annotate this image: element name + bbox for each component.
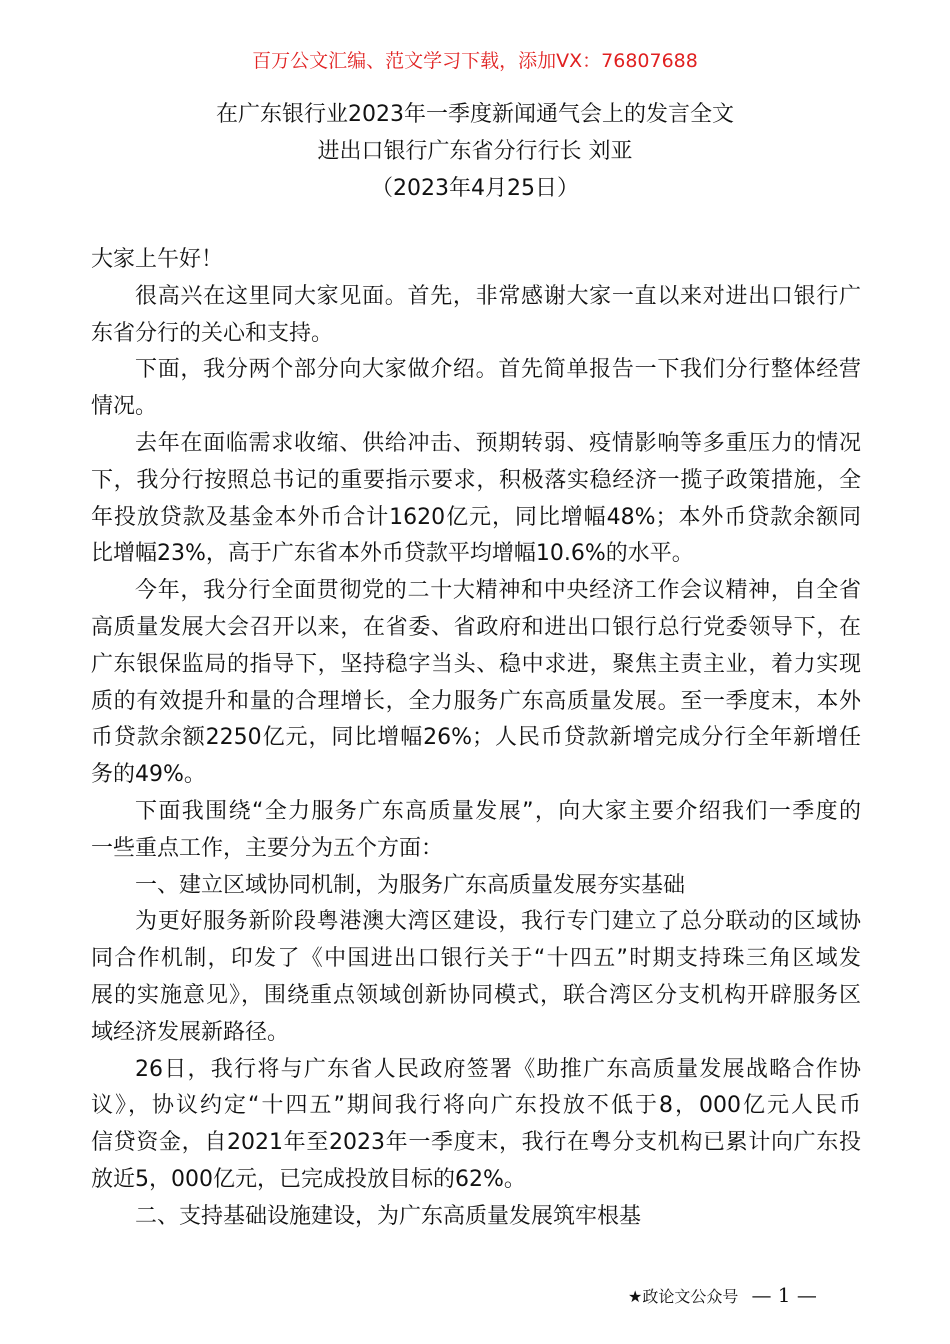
- date-line: （2023年4月25日）: [371, 176, 579, 201]
- paragraph: [91, 242, 861, 279]
- paragraph: [91, 794, 861, 868]
- paragraph: [91, 868, 861, 905]
- paragraph: [91, 352, 861, 426]
- paragraph-line: 下面我围绕“全力服务广东高质量发展”，向大家主要介绍我们一季度的: [135, 798, 861, 824]
- paragraph-line: 域经济发展新路径。: [91, 1019, 290, 1045]
- paragraph-line: 高质量发展大会召开以来，在省委、省政府和进出口银行总行党委领导下，在: [91, 614, 861, 640]
- paragraph: [91, 279, 861, 353]
- page-number: — 1 —: [751, 1283, 817, 1307]
- paragraph-line: 一、建立区域协同机制，为服务广东高质量发展夯实基础: [135, 872, 686, 898]
- paragraph-line: 很高兴在这里同大家见面。首先，非常感谢大家一直以来对进出口银行广: [135, 283, 861, 309]
- paragraph-line: 广东银保监局的指导下，坚持稳字当头、稳中求进，聚焦主责主业，着力实现: [91, 651, 861, 677]
- document-title: 在广东银行业2023年一季度新闻通气会上的发言全文: [216, 102, 734, 127]
- page-footer: [628, 1283, 817, 1307]
- paragraph-line: 信贷资金，自2021年至2023年一季度末，我行在粤分支机构已累计向广东投: [91, 1130, 861, 1156]
- paragraph-line: 情况。: [91, 394, 158, 420]
- paragraph-line: 放近5，000亿元，已完成投放目标的62%。: [91, 1166, 526, 1192]
- paragraph-line: 币贷款余额2250亿元，同比增幅26%；人民币贷款新增完成分行全年新增任: [91, 725, 861, 751]
- paragraph-line: 同合作机制，印发了《中国进出口银行关于“十四五”时期支持珠三角区域发: [91, 946, 861, 972]
- paragraph-line: 质的有效提升和量的合理增长，全力服务广东高质量发展。至一季度末，本外: [91, 688, 861, 714]
- paragraph-line: 议》，协议约定“十四五”期间我行将向广东投放不低于8，000亿元人民币: [91, 1093, 861, 1119]
- watermark-banner: 百万公文汇编、范文学习下载，添加VX：76807688: [252, 50, 698, 72]
- paragraph-line: 为更好服务新阶段粤港澳大湾区建设，我行专门建立了总分联动的区域协: [135, 909, 861, 935]
- footer-source: ★政论文公众号: [628, 1287, 739, 1306]
- paragraph: [91, 1052, 861, 1199]
- paragraph-line: 东省分行的关心和支持。: [91, 320, 334, 346]
- paragraph: [91, 1199, 861, 1236]
- speaker-line: 进出口银行广东省分行行长 刘亚: [317, 139, 633, 164]
- paragraph-line: 今年，我分行全面贯彻党的二十大精神和中央经济工作会议精神，自全省: [135, 578, 861, 604]
- paragraph-line: 年投放贷款及基金本外币合计1620亿元，同比增幅48%；本外币贷款余额同: [91, 504, 861, 530]
- paragraph: [91, 426, 861, 573]
- paragraph-line: 26日，我行将与广东省人民政府签署《助推广东高质量发展战略合作协: [135, 1056, 861, 1082]
- paragraph-line: 二、支持基础设施建设，为广东高质量发展筑牢根基: [135, 1203, 642, 1229]
- paragraph-line: 下面，我分两个部分向大家做介绍。首先简单报告一下我们分行整体经营: [135, 357, 861, 383]
- paragraph-line: 务的49%。: [91, 762, 206, 788]
- paragraph-line: 下，我分行按照总书记的重要指示要求，积极落实稳经济一揽子政策措施，全: [91, 467, 861, 493]
- paragraph-line: 去年在面临需求收缩、供给冲击、预期转弱、疫情影响等多重压力的情况: [135, 430, 861, 456]
- paragraph-line: 展的实施意见》，围绕重点领域创新协同模式，联合湾区分支机构开辟服务区: [91, 982, 861, 1008]
- paragraph-line: 比增幅23%，高于广东省本外币贷款平均增幅10.6%的水平。: [91, 541, 694, 567]
- paragraph-line: 大家上午好！: [91, 247, 224, 272]
- paragraph-line: 一些重点工作，主要分为五个方面：: [91, 835, 444, 861]
- paragraph: [91, 904, 861, 1051]
- paragraph: [91, 573, 861, 794]
- document-body: [91, 242, 861, 1236]
